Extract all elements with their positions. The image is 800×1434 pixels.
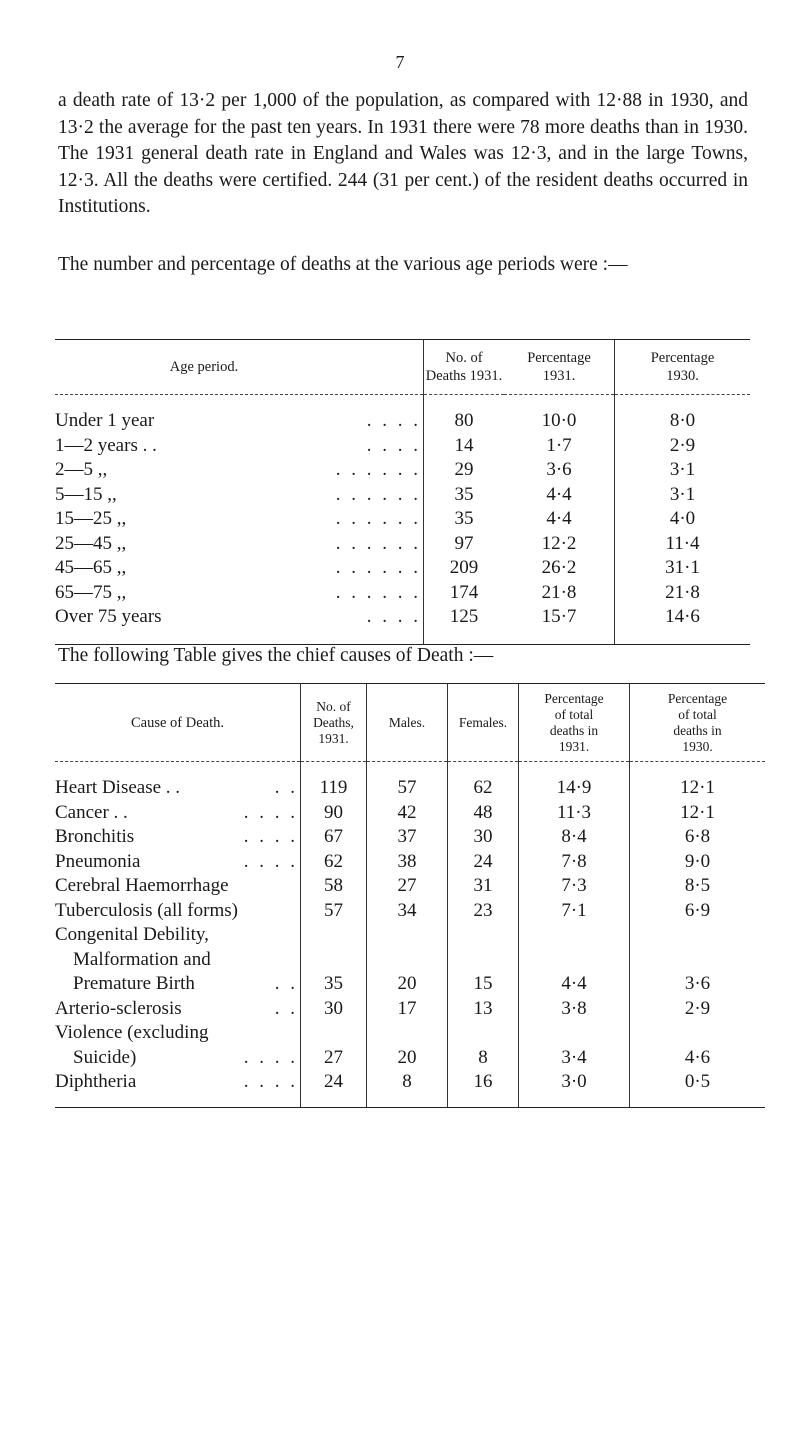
age-label: Over 75 years	[55, 606, 162, 628]
table-row	[55, 395, 750, 434]
leader-dots: . . . .	[243, 850, 298, 872]
pct-1931-cell: 3·6	[546, 459, 572, 481]
cause-label-line3	[55, 972, 300, 997]
age-cell	[55, 395, 424, 434]
pct-1930-cell: 4·6	[630, 1021, 766, 1070]
deaths-cell: 14	[424, 434, 505, 459]
table-row	[55, 434, 750, 459]
females-cell: 31	[448, 874, 519, 899]
leader-dots: . . . . . .	[335, 508, 421, 530]
age-label: 45—65 ,,	[55, 557, 127, 579]
pct-1930-cell: 9·0	[630, 850, 766, 875]
cause-label-line1: Congenital Debility,	[55, 924, 209, 945]
cause-cell	[55, 850, 301, 875]
cause-label-line2-text: Suicide)	[73, 1046, 137, 1068]
cause-label-line2	[55, 1046, 300, 1071]
cause-label: Diphtheria	[55, 1071, 137, 1092]
header-females: Females.	[448, 684, 519, 762]
deaths-cell: 67	[301, 825, 367, 850]
table-row	[55, 556, 750, 581]
cause-cell	[55, 762, 301, 801]
pct-1930-cell: 3·1	[615, 483, 751, 508]
pct-1931-cell: 4·4	[519, 923, 630, 997]
age-cell	[55, 483, 424, 508]
age-periods-intro-text: The number and percentage of deaths at the various age periods were :—	[58, 254, 628, 275]
header-cause-of-death: Cause of Death.	[55, 684, 301, 762]
age-label: Under 1 year	[55, 410, 155, 432]
table-row	[55, 1021, 765, 1070]
cause-label-line1: Violence (excluding	[55, 1022, 209, 1043]
age-cell	[55, 605, 424, 644]
males-cell: 8	[367, 1070, 448, 1107]
cause-table-header-row	[55, 684, 765, 762]
deaths-cell: 29	[424, 458, 505, 483]
deaths-cell: 90	[301, 801, 367, 826]
cause-label: Pneumonia	[55, 850, 141, 872]
table-row	[55, 997, 765, 1022]
cause-label: Arterio-sclerosis	[55, 997, 182, 1019]
deaths-cell: 209	[424, 556, 505, 581]
age-table-header-row	[55, 340, 750, 395]
pct-1931-cell: 11·3	[519, 801, 630, 826]
leader-dots: . .	[274, 973, 298, 994]
females-cell: 16	[448, 1070, 519, 1107]
table-row	[55, 825, 765, 850]
deaths-cell: 62	[301, 850, 367, 875]
intro-paragraph	[58, 88, 748, 221]
deaths-cell: 35	[301, 923, 367, 997]
pct-1931-cell: 4·4	[546, 508, 572, 530]
table-row	[55, 483, 750, 508]
pct-1931-cell: 10·0	[541, 410, 577, 432]
pct-1931-cell: 3·0	[519, 1070, 630, 1107]
intro-paragraph-text: a death rate of 13·2 per 1,000 of the population, as compared with 12·88 in 1930, and 13·2 the average for the past ten years. In 1931 there were 78 more deaths than in 1930. The 1931 general death rate in England and Wales was 12·3, and in the large Towns, 12·3. All the deaths were certified. 244 (31 per cent.) of the resident deaths occurred in Institutions.	[58, 90, 748, 217]
header-age-period: Age period.	[55, 340, 424, 395]
females-cell: 62	[448, 762, 519, 801]
females-cell: 24	[448, 850, 519, 875]
header-pct1930-line4: 1930.	[682, 738, 713, 754]
cause-cell	[55, 899, 301, 924]
age-label: 15—25 ,,	[55, 508, 127, 530]
header-deaths-line2: Deaths 1931.	[425, 368, 503, 384]
age-period-deaths-table	[55, 339, 750, 645]
pct-1931-cell: 4·4	[546, 483, 572, 505]
pct-1930-cell: 21·8	[615, 581, 751, 606]
header-pct1930-line1: Percentage	[667, 690, 728, 706]
table-row	[55, 532, 750, 557]
header-pct1931-line2: 1931.	[542, 368, 576, 384]
pct-1931-cell: 8·4	[519, 825, 630, 850]
age-cell	[55, 556, 424, 581]
deaths-cell: 125	[424, 605, 505, 644]
table-row	[55, 458, 750, 483]
header-pct1931-line3: deaths in	[549, 722, 599, 738]
cause-label: Cerebral Haemorrhage	[55, 875, 229, 896]
table-row	[55, 581, 750, 606]
leader-dots: . . . . . .	[335, 483, 421, 505]
pct-1930-cell: 12·1	[630, 762, 766, 801]
deaths-cell: 57	[301, 899, 367, 924]
males-cell: 34	[367, 899, 448, 924]
leader-dots: . . . . . .	[335, 581, 421, 603]
leader-dots: . .	[274, 997, 298, 1019]
age-label: 65—75 ,,	[55, 581, 127, 603]
leader-dots: . . . .	[366, 410, 421, 432]
table-row	[55, 1070, 765, 1107]
cause-cell	[55, 1070, 301, 1107]
pct-1930-cell: 2·9	[630, 997, 766, 1022]
age-label: 2—5 ,,	[55, 459, 108, 481]
cause-cell	[55, 825, 301, 850]
header-percentage-1931	[504, 340, 615, 395]
header-deaths-line1: No. of	[445, 350, 483, 366]
pct-1930-cell: 3·1	[615, 458, 751, 483]
age-cell	[55, 458, 424, 483]
pct-1931-cell: 7·8	[519, 850, 630, 875]
leader-dots: . . . .	[366, 434, 421, 456]
cause-label: Tuberculosis (all forms)	[55, 899, 238, 921]
pct-1930-cell: 14·6	[615, 605, 751, 644]
cause-cell	[55, 997, 301, 1022]
cause-label-line3-text: Premature Birth	[73, 973, 195, 994]
females-cell: 30	[448, 825, 519, 850]
females-cell: 15	[448, 923, 519, 997]
table-row	[55, 899, 765, 924]
table-row	[55, 605, 750, 644]
deaths-cell: 119	[301, 762, 367, 801]
males-cell: 17	[367, 997, 448, 1022]
age-label: 1—2 years . .	[55, 434, 157, 456]
header-pct1930-line2: 1930.	[666, 368, 699, 384]
cause-label: Heart Disease . .	[55, 777, 181, 798]
header-pct1930-line2: of total	[678, 706, 717, 722]
leader-dots: . . . . . .	[335, 557, 421, 579]
deaths-cell: 35	[424, 483, 505, 508]
cause-cell	[55, 801, 301, 826]
header-pct1930-line1: Percentage	[650, 350, 715, 366]
header-deaths-line1: No. of	[316, 698, 351, 714]
pct-1931-cell: 21·8	[541, 581, 577, 603]
causes-of-death-table	[55, 683, 765, 1108]
age-cell	[55, 434, 424, 459]
causes-intro-text: The following Table gives the chief causes of Death :—	[58, 645, 494, 666]
causes-intro	[58, 643, 758, 670]
deaths-cell: 35	[424, 507, 505, 532]
females-cell: 8	[448, 1021, 519, 1070]
leader-dots: . . . .	[243, 826, 298, 847]
header-deaths-line3: 1931.	[318, 730, 349, 746]
males-cell: 37	[367, 825, 448, 850]
header-deaths-1931	[301, 684, 367, 762]
leader-dots: . . . .	[243, 1046, 298, 1068]
cause-cell	[55, 923, 301, 997]
pct-1931-cell: 7·1	[519, 899, 630, 924]
leader-dots: . .	[274, 777, 298, 798]
header-pct1931-line1: Percentage	[527, 350, 591, 366]
table-row	[55, 801, 765, 826]
deaths-cell: 80	[424, 395, 505, 434]
pct-1931-cell: 12·2	[541, 532, 577, 554]
header-deaths-line2: Deaths,	[313, 714, 354, 730]
deaths-cell: 27	[301, 1021, 367, 1070]
header-pct1931-line1: Percentage	[544, 690, 604, 706]
pct-1930-cell: 11·4	[615, 532, 751, 557]
header-percentage-1931	[519, 684, 630, 762]
females-cell: 48	[448, 801, 519, 826]
deaths-cell: 97	[424, 532, 505, 557]
leader-dots: . . . .	[243, 1071, 298, 1092]
pct-1930-cell: 8·0	[615, 395, 751, 434]
pct-1930-cell: 0·5	[630, 1070, 766, 1107]
deaths-cell: 30	[301, 997, 367, 1022]
age-cell	[55, 532, 424, 557]
pct-1931-cell: 15·7	[504, 605, 615, 644]
pct-1930-cell: 31·1	[615, 556, 751, 581]
pct-1931-cell: 26·2	[541, 557, 577, 579]
males-cell: 38	[367, 850, 448, 875]
age-label: 25—45 ,,	[55, 532, 127, 554]
table-row	[55, 850, 765, 875]
pct-1930-cell: 12·1	[630, 801, 766, 826]
males-cell: 20	[367, 1021, 448, 1070]
pct-1930-cell: 8·5	[630, 874, 766, 899]
pct-1931-cell: 3·8	[519, 997, 630, 1022]
pct-1930-cell: 6·8	[630, 825, 766, 850]
cause-cell	[55, 1021, 301, 1070]
pct-1931-cell: 14·9	[519, 762, 630, 801]
females-cell: 13	[448, 997, 519, 1022]
males-cell: 42	[367, 801, 448, 826]
pct-1931-cell: 1·7	[546, 434, 572, 456]
table-row	[55, 507, 750, 532]
males-cell: 20	[367, 923, 448, 997]
table-row	[55, 874, 765, 899]
cause-label: Cancer . .	[55, 801, 128, 823]
header-males: Males.	[367, 684, 448, 762]
leader-dots: . . . .	[366, 606, 421, 628]
page-number: 7	[395, 52, 405, 72]
table-row	[55, 762, 765, 801]
leader-dots: . . . .	[243, 801, 298, 823]
header-percentage-1930	[615, 340, 751, 395]
cause-label-line2: Malformation and	[73, 948, 211, 970]
deaths-cell: 58	[301, 874, 367, 899]
pct-1931-cell: 7·3	[519, 874, 630, 899]
pct-1930-cell: 4·0	[615, 507, 751, 532]
deaths-cell: 174	[424, 581, 505, 606]
leader-dots: . . . . . .	[335, 459, 421, 481]
age-cell	[55, 507, 424, 532]
header-deaths-1931	[424, 340, 505, 395]
header-pct1930-line3: deaths in	[673, 722, 722, 738]
age-cell	[55, 581, 424, 606]
females-cell: 23	[448, 899, 519, 924]
males-cell: 27	[367, 874, 448, 899]
deaths-cell: 24	[301, 1070, 367, 1107]
pct-1930-cell: 3·6	[630, 923, 766, 997]
header-pct1931-line4: 1931.	[558, 738, 590, 754]
males-cell: 57	[367, 762, 448, 801]
age-label: 5—15 ,,	[55, 483, 117, 505]
cause-label: Bronchitis	[55, 826, 135, 847]
pct-1930-cell: 2·9	[615, 434, 751, 459]
age-periods-intro	[58, 252, 748, 279]
cause-cell	[55, 874, 301, 899]
pct-1930-cell: 6·9	[630, 899, 766, 924]
header-percentage-1930	[630, 684, 766, 762]
pct-1931-cell: 3·4	[519, 1021, 630, 1070]
table-row	[55, 923, 765, 997]
header-pct1931-line2: of total	[554, 706, 594, 722]
leader-dots: . . . . . .	[335, 532, 421, 554]
